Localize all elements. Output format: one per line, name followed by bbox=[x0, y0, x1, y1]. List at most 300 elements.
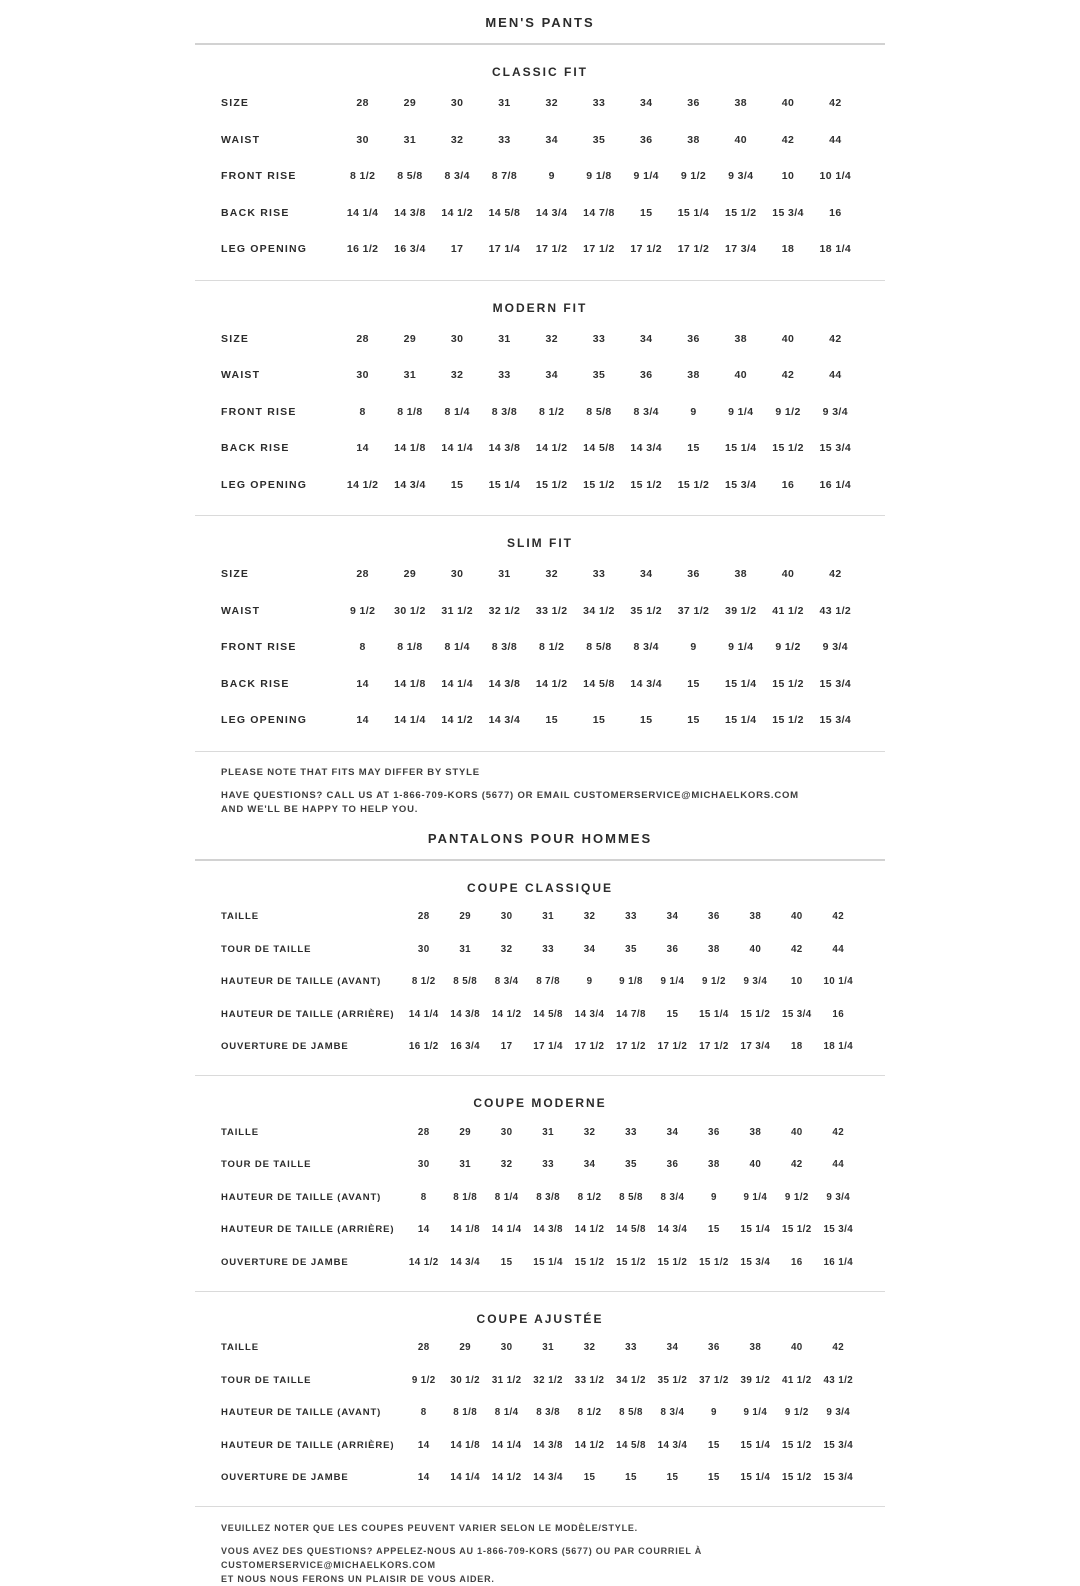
value-cell: 37 1/2 bbox=[677, 604, 710, 617]
value-cell: 28 bbox=[356, 332, 369, 345]
value-cell: 14 3/4 bbox=[630, 442, 663, 455]
table-row bbox=[221, 1181, 859, 1214]
value-cell: 14 3/8 bbox=[533, 1224, 563, 1236]
value-cell: 8 1/2 bbox=[577, 1407, 602, 1419]
value-cell: 35 bbox=[625, 943, 637, 955]
value-cell: 15 1/2 bbox=[772, 442, 804, 455]
value-cell: 34 bbox=[639, 97, 653, 110]
value-cell: 16 bbox=[832, 1008, 845, 1020]
value-cell: 16 1/2 bbox=[408, 1041, 439, 1053]
value-cell: 15 3/4 bbox=[819, 677, 852, 690]
note-contact: HAVE QUESTIONS? CALL US AT 1-866-709-KORS (5677) OR EMAIL CUSTOMERSERVICE@MICHAELKORS.COM bbox=[221, 789, 799, 801]
value-cell: 9 3/4 bbox=[826, 1407, 851, 1419]
value-cell: 34 bbox=[639, 332, 653, 345]
value-cell: 31 bbox=[498, 332, 511, 345]
value-cell: 15 1/2 bbox=[583, 478, 615, 491]
value-cell: 9 1/4 bbox=[660, 976, 685, 988]
value-cell: 36 bbox=[708, 911, 720, 923]
value-cell: 33 1/2 bbox=[535, 604, 568, 617]
value-cell: 15 1/2 bbox=[677, 478, 710, 491]
table-row bbox=[221, 1397, 859, 1430]
value-cell: 15 3/4 bbox=[819, 442, 852, 455]
value-cell: 8 3/8 bbox=[536, 1191, 560, 1203]
value-cell: 34 bbox=[545, 369, 558, 382]
value-cell: 14 3/4 bbox=[394, 478, 426, 491]
value-cell: 35 bbox=[625, 1159, 637, 1171]
value-cell: 14 7/8 bbox=[583, 206, 615, 219]
value-cell: 14 5/8 bbox=[488, 206, 521, 219]
value-cell: 10 bbox=[781, 170, 795, 183]
value-cell: 8 1/8 bbox=[397, 405, 423, 418]
value-cell: 15 1/2 bbox=[740, 1008, 771, 1020]
value-cell: 8 3/4 bbox=[660, 1191, 685, 1203]
value-cell: 9 bbox=[586, 976, 593, 988]
row-label: HAUTEUR DE TAILLE (ARRIÈRE) bbox=[221, 1439, 395, 1451]
table-row bbox=[221, 1429, 859, 1462]
size-table bbox=[221, 85, 859, 268]
value-cell: 17 3/4 bbox=[740, 1041, 771, 1053]
value-cell: 44 bbox=[832, 943, 845, 955]
value-cell: 42 bbox=[832, 1342, 845, 1354]
value-cell: 43 1/2 bbox=[819, 604, 852, 617]
note-contact-continued-fr: ET NOUS NOUS FERONS UN PLAISIR DE VOUS AIDER. bbox=[221, 1574, 495, 1584]
value-cell: 15 3/4 bbox=[772, 206, 804, 219]
value-cell: 15 bbox=[708, 1224, 720, 1236]
row-label: HAUTEUR DE TAILLE (AVANT) bbox=[221, 976, 382, 988]
value-cell: 32 bbox=[545, 97, 558, 110]
value-cell: 14 5/8 bbox=[583, 677, 615, 690]
value-cell: 35 1/2 bbox=[657, 1374, 688, 1386]
fit-section bbox=[195, 1292, 885, 1508]
value-cell: 42 bbox=[829, 332, 842, 345]
value-cell: 8 1/8 bbox=[397, 641, 423, 654]
value-cell: 14 3/8 bbox=[488, 677, 521, 690]
value-cell: 28 bbox=[356, 97, 369, 110]
table-row bbox=[221, 966, 859, 999]
row-label: WAIST bbox=[221, 369, 261, 382]
value-cell: 14 5/8 bbox=[616, 1439, 646, 1451]
value-cell: 30 bbox=[500, 1342, 513, 1354]
fit-section-title: COUPE CLASSIQUE bbox=[466, 880, 613, 895]
value-cell: 39 1/2 bbox=[724, 604, 757, 617]
value-cell: 8 3/4 bbox=[444, 170, 470, 183]
value-cell: 44 bbox=[829, 133, 842, 146]
value-cell: 15 bbox=[708, 1439, 720, 1451]
value-cell: 40 bbox=[781, 332, 795, 345]
value-cell: 30 bbox=[450, 97, 464, 110]
value-cell: 36 bbox=[708, 1126, 720, 1138]
table-row bbox=[221, 1214, 859, 1247]
value-cell: 14 5/8 bbox=[533, 1008, 563, 1020]
value-cell: 15 1/2 bbox=[772, 677, 804, 690]
value-cell: 9 3/4 bbox=[822, 641, 848, 654]
value-cell: 9 1/2 bbox=[775, 405, 801, 418]
value-cell: 14 1/4 bbox=[408, 1008, 439, 1020]
value-cell: 8 3/4 bbox=[633, 405, 659, 418]
value-cell: 14 3/4 bbox=[535, 206, 568, 219]
fit-section bbox=[195, 45, 885, 281]
value-cell: 14 1/4 bbox=[441, 677, 473, 690]
value-cell: 14 3/8 bbox=[533, 1439, 563, 1451]
value-cell: 40 bbox=[790, 911, 803, 923]
value-cell: 15 1/2 bbox=[781, 1439, 812, 1451]
value-cell: 32 bbox=[583, 1342, 596, 1354]
table-row bbox=[221, 933, 859, 966]
value-cell: 15 3/4 bbox=[724, 478, 757, 491]
value-cell: 9 1/2 bbox=[702, 976, 726, 988]
value-cell: 15 bbox=[545, 714, 558, 727]
value-cell: 31 bbox=[542, 1126, 554, 1138]
value-cell: 8 3/8 bbox=[491, 405, 518, 418]
value-cell: 31 1/2 bbox=[441, 604, 473, 617]
value-cell: 35 bbox=[592, 369, 606, 382]
value-cell: 14 3/4 bbox=[574, 1008, 605, 1020]
value-cell: 15 1/2 bbox=[772, 714, 804, 727]
value-cell: 33 bbox=[625, 1342, 637, 1354]
value-cell: 9 bbox=[710, 1191, 717, 1203]
value-cell: 9 1/2 bbox=[784, 1191, 809, 1203]
value-cell: 14 1/2 bbox=[491, 1008, 522, 1020]
value-cell: 16 3/4 bbox=[450, 1041, 480, 1053]
table-row bbox=[221, 702, 859, 739]
value-cell: 15 1/4 bbox=[533, 1256, 563, 1268]
value-cell: 17 1/2 bbox=[535, 243, 568, 256]
value-cell: 34 1/2 bbox=[583, 604, 615, 617]
value-cell: 14 1/4 bbox=[450, 1472, 480, 1484]
value-cell: 32 bbox=[583, 1126, 596, 1138]
row-label: TAILLE bbox=[221, 1342, 259, 1354]
value-cell: 14 1/4 bbox=[491, 1224, 522, 1236]
value-cell: 32 bbox=[450, 133, 464, 146]
value-cell: 8 3/4 bbox=[633, 641, 659, 654]
value-cell: 8 1/4 bbox=[444, 405, 470, 418]
table-row bbox=[221, 556, 859, 593]
value-cell: 14 1/2 bbox=[535, 677, 568, 690]
value-cell: 9 1/8 bbox=[586, 170, 612, 183]
value-cell: 15 3/4 bbox=[781, 1008, 812, 1020]
value-cell: 42 bbox=[832, 911, 845, 923]
value-cell: 17 1/2 bbox=[574, 1041, 605, 1053]
value-cell: 32 1/2 bbox=[488, 604, 521, 617]
value-cell: 43 1/2 bbox=[823, 1374, 854, 1386]
value-cell: 32 bbox=[500, 943, 513, 955]
value-cell: 8 1/2 bbox=[577, 1191, 602, 1203]
value-cell: 34 1/2 bbox=[616, 1374, 646, 1386]
value-cell: 28 bbox=[417, 1342, 430, 1354]
value-cell: 42 bbox=[829, 97, 842, 110]
value-cell: 33 bbox=[542, 943, 554, 955]
value-cell: 8 1/2 bbox=[539, 641, 565, 654]
value-cell: 18 bbox=[790, 1041, 803, 1053]
value-cell: 17 1/2 bbox=[583, 243, 615, 256]
row-label: SIZE bbox=[221, 97, 250, 110]
value-cell: 32 1/2 bbox=[533, 1374, 563, 1386]
table-wrap bbox=[195, 321, 885, 504]
value-cell: 9 1/2 bbox=[784, 1407, 809, 1419]
value-cell: 30 bbox=[417, 1159, 430, 1171]
value-cell: 34 bbox=[666, 911, 679, 923]
value-cell: 33 bbox=[498, 369, 511, 382]
row-label: BACK RISE bbox=[221, 206, 290, 219]
row-label: FRONT RISE bbox=[221, 170, 297, 183]
table-row bbox=[221, 1462, 859, 1495]
value-cell: 17 1/2 bbox=[630, 243, 663, 256]
value-cell: 15 1/4 bbox=[740, 1472, 771, 1484]
value-cell: 39 1/2 bbox=[740, 1374, 771, 1386]
value-cell: 34 bbox=[666, 1342, 679, 1354]
value-cell: 9 3/4 bbox=[728, 170, 754, 183]
value-cell: 14 1/4 bbox=[346, 206, 379, 219]
value-cell: 15 1/2 bbox=[535, 478, 568, 491]
value-cell: 14 1/2 bbox=[491, 1472, 522, 1484]
value-cell: 8 5/8 bbox=[453, 976, 478, 988]
value-cell: 15 1/2 bbox=[724, 206, 757, 219]
value-cell: 38 bbox=[708, 1159, 720, 1171]
value-cell: 30 bbox=[356, 133, 369, 146]
table-row bbox=[221, 394, 859, 431]
value-cell: 32 bbox=[545, 332, 558, 345]
value-cell: 15 bbox=[687, 442, 700, 455]
value-cell: 15 bbox=[639, 206, 653, 219]
table-row bbox=[221, 998, 859, 1031]
value-cell: 44 bbox=[832, 1159, 845, 1171]
table-row bbox=[221, 122, 859, 159]
value-cell: 8 1/8 bbox=[453, 1191, 478, 1203]
value-cell: 34 bbox=[583, 1159, 596, 1171]
size-table bbox=[221, 321, 859, 504]
value-cell: 38 bbox=[687, 369, 700, 382]
table-row bbox=[221, 666, 859, 703]
value-cell: 16 bbox=[790, 1256, 803, 1268]
value-cell: 42 bbox=[781, 133, 795, 146]
row-label: HAUTEUR DE TAILLE (AVANT) bbox=[221, 1407, 382, 1419]
value-cell: 31 bbox=[542, 1342, 554, 1354]
table-row bbox=[221, 467, 859, 504]
value-cell: 34 bbox=[639, 568, 653, 581]
table-row bbox=[221, 158, 859, 195]
value-cell: 15 1/2 bbox=[630, 478, 663, 491]
value-cell: 16 bbox=[781, 478, 795, 491]
fit-section-title: COUPE AJUSTÉE bbox=[476, 1311, 604, 1326]
fit-section bbox=[195, 516, 885, 752]
row-label: BACK RISE bbox=[221, 442, 290, 455]
value-cell: 8 1/2 bbox=[539, 405, 565, 418]
value-cell: 9 1/2 bbox=[680, 170, 707, 183]
row-label: TAILLE bbox=[221, 911, 259, 923]
row-label: HAUTEUR DE TAILLE (ARRIÈRE) bbox=[221, 1008, 395, 1020]
table-row bbox=[221, 1246, 859, 1279]
row-label: SIZE bbox=[221, 332, 250, 345]
value-cell: 16 1/4 bbox=[819, 478, 852, 491]
value-cell: 14 1/8 bbox=[450, 1224, 480, 1236]
value-cell: 32 bbox=[583, 911, 596, 923]
value-cell: 14 3/4 bbox=[657, 1439, 688, 1451]
table-wrap bbox=[195, 1332, 885, 1495]
value-cell: 15 1/2 bbox=[781, 1224, 812, 1236]
row-label: OUVERTURE DE JAMBE bbox=[221, 1256, 349, 1268]
value-cell: 9 1/2 bbox=[349, 604, 376, 617]
value-cell: 15 1/4 bbox=[740, 1224, 771, 1236]
value-cell: 15 3/4 bbox=[819, 714, 852, 727]
row-label: BACK RISE bbox=[221, 677, 290, 690]
value-cell: 8 5/8 bbox=[619, 1191, 643, 1203]
value-cell: 14 1/2 bbox=[441, 206, 473, 219]
value-cell: 30 bbox=[450, 568, 464, 581]
value-cell: 36 bbox=[639, 369, 653, 382]
value-cell: 18 bbox=[781, 243, 795, 256]
fit-section-title: SLIM FIT bbox=[507, 536, 573, 550]
value-cell: 41 1/2 bbox=[781, 1374, 812, 1386]
fit-section bbox=[195, 861, 885, 1077]
value-cell: 30 1/2 bbox=[394, 604, 426, 617]
value-cell: 9 1/4 bbox=[728, 641, 754, 654]
value-cell: 31 bbox=[498, 568, 511, 581]
table-row bbox=[221, 430, 859, 467]
value-cell: 14 1/4 bbox=[441, 442, 473, 455]
row-label: SIZE bbox=[221, 568, 250, 581]
value-cell: 15 bbox=[500, 1256, 513, 1268]
value-cell: 38 bbox=[734, 97, 747, 110]
row-label: TOUR DE TAILLE bbox=[221, 1159, 312, 1171]
table-row bbox=[221, 593, 859, 630]
value-cell: 29 bbox=[459, 1342, 472, 1354]
table-row bbox=[221, 629, 859, 666]
table-row bbox=[221, 85, 859, 122]
value-cell: 31 bbox=[459, 943, 472, 955]
value-cell: 16 1/2 bbox=[346, 243, 379, 256]
row-label: TOUR DE TAILLE bbox=[221, 943, 312, 955]
value-cell: 17 1/2 bbox=[616, 1041, 646, 1053]
value-cell: 28 bbox=[417, 1126, 430, 1138]
value-cell: 36 bbox=[666, 943, 679, 955]
value-cell: 17 1/4 bbox=[533, 1041, 563, 1053]
table-row bbox=[221, 357, 859, 394]
value-cell: 33 bbox=[625, 1126, 637, 1138]
value-cell: 40 bbox=[781, 97, 795, 110]
value-cell: 14 bbox=[417, 1439, 430, 1451]
value-cell: 14 3/4 bbox=[533, 1472, 563, 1484]
value-cell: 15 1/2 bbox=[616, 1256, 646, 1268]
value-cell: 38 bbox=[749, 911, 762, 923]
value-cell: 9 1/4 bbox=[633, 170, 659, 183]
value-cell: 15 bbox=[687, 714, 700, 727]
value-cell: 17 bbox=[450, 243, 464, 256]
value-cell: 8 7/8 bbox=[491, 170, 518, 183]
value-cell: 14 1/8 bbox=[450, 1439, 480, 1451]
value-cell: 33 1/2 bbox=[574, 1374, 605, 1386]
value-cell: 14 bbox=[356, 442, 369, 455]
table-row bbox=[221, 1332, 859, 1365]
value-cell: 14 1/2 bbox=[574, 1224, 605, 1236]
value-cell: 42 bbox=[832, 1126, 845, 1138]
row-label: WAIST bbox=[221, 133, 261, 146]
value-cell: 31 bbox=[498, 97, 511, 110]
value-cell: 14 bbox=[417, 1472, 430, 1484]
table-row bbox=[221, 1364, 859, 1397]
row-label: LEG OPENING bbox=[221, 243, 308, 256]
row-label: HAUTEUR DE TAILLE (ARRIÈRE) bbox=[221, 1224, 395, 1236]
size-chart-page bbox=[195, 0, 885, 1586]
value-cell: 15 bbox=[666, 1472, 679, 1484]
value-cell: 40 bbox=[790, 1126, 803, 1138]
value-cell: 8 5/8 bbox=[397, 170, 423, 183]
value-cell: 15 3/4 bbox=[823, 1224, 854, 1236]
value-cell: 9 1/4 bbox=[743, 1191, 768, 1203]
row-label: OUVERTURE DE JAMBE bbox=[221, 1041, 349, 1053]
value-cell: 17 1/2 bbox=[677, 243, 710, 256]
table-row bbox=[221, 195, 859, 232]
row-label: TAILLE bbox=[221, 1126, 259, 1138]
value-cell: 10 1/4 bbox=[819, 170, 852, 183]
value-cell: 8 3/4 bbox=[660, 1407, 685, 1419]
value-cell: 28 bbox=[356, 568, 369, 581]
value-cell: 14 3/8 bbox=[394, 206, 426, 219]
value-cell: 8 bbox=[420, 1407, 427, 1419]
value-cell: 14 bbox=[356, 677, 369, 690]
value-cell: 14 1/4 bbox=[491, 1439, 522, 1451]
value-cell: 8 1/8 bbox=[453, 1407, 478, 1419]
value-cell: 42 bbox=[790, 1159, 803, 1171]
value-cell: 38 bbox=[708, 943, 720, 955]
value-cell: 15 1/2 bbox=[699, 1256, 729, 1268]
value-cell: 15 1/2 bbox=[781, 1472, 812, 1484]
value-cell: 30 bbox=[356, 369, 369, 382]
value-cell: 41 1/2 bbox=[772, 604, 804, 617]
value-cell: 35 bbox=[592, 133, 606, 146]
size-table bbox=[221, 556, 859, 739]
table-wrap bbox=[195, 556, 885, 739]
value-cell: 42 bbox=[781, 369, 795, 382]
value-cell: 8 3/4 bbox=[494, 976, 519, 988]
value-cell: 14 bbox=[417, 1224, 430, 1236]
value-cell: 18 1/4 bbox=[823, 1041, 854, 1053]
value-cell: 15 1/4 bbox=[699, 1008, 729, 1020]
value-cell: 15 1/4 bbox=[724, 442, 757, 455]
value-cell: 8 1/2 bbox=[411, 976, 436, 988]
value-cell: 31 bbox=[459, 1159, 472, 1171]
value-cell: 29 bbox=[403, 332, 417, 345]
value-cell: 17 bbox=[500, 1041, 513, 1053]
value-cell: 14 1/2 bbox=[346, 478, 379, 491]
value-cell: 33 bbox=[625, 911, 637, 923]
sections-french bbox=[195, 861, 885, 1508]
row-label: TOUR DE TAILLE bbox=[221, 1374, 312, 1386]
row-label: WAIST bbox=[221, 604, 261, 617]
value-cell: 38 bbox=[734, 332, 747, 345]
value-cell: 14 5/8 bbox=[616, 1224, 646, 1236]
value-cell: 34 bbox=[545, 133, 558, 146]
value-cell: 9 bbox=[690, 641, 697, 654]
value-cell: 32 bbox=[545, 568, 558, 581]
value-cell: 31 bbox=[403, 133, 417, 146]
value-cell: 38 bbox=[749, 1126, 762, 1138]
value-cell: 14 1/4 bbox=[394, 714, 426, 727]
value-cell: 8 bbox=[420, 1191, 427, 1203]
value-cell: 37 1/2 bbox=[699, 1374, 729, 1386]
value-cell: 8 1/2 bbox=[349, 170, 376, 183]
value-cell: 29 bbox=[403, 568, 417, 581]
sections-english bbox=[195, 45, 885, 752]
value-cell: 15 1/2 bbox=[574, 1256, 605, 1268]
value-cell: 14 1/8 bbox=[394, 442, 426, 455]
value-cell: 36 bbox=[687, 568, 700, 581]
value-cell: 9 bbox=[690, 405, 697, 418]
size-table bbox=[221, 901, 859, 1064]
value-cell: 40 bbox=[734, 369, 747, 382]
notes-french bbox=[195, 1507, 885, 1586]
value-cell: 9 3/4 bbox=[743, 976, 768, 988]
fit-section bbox=[195, 281, 885, 517]
